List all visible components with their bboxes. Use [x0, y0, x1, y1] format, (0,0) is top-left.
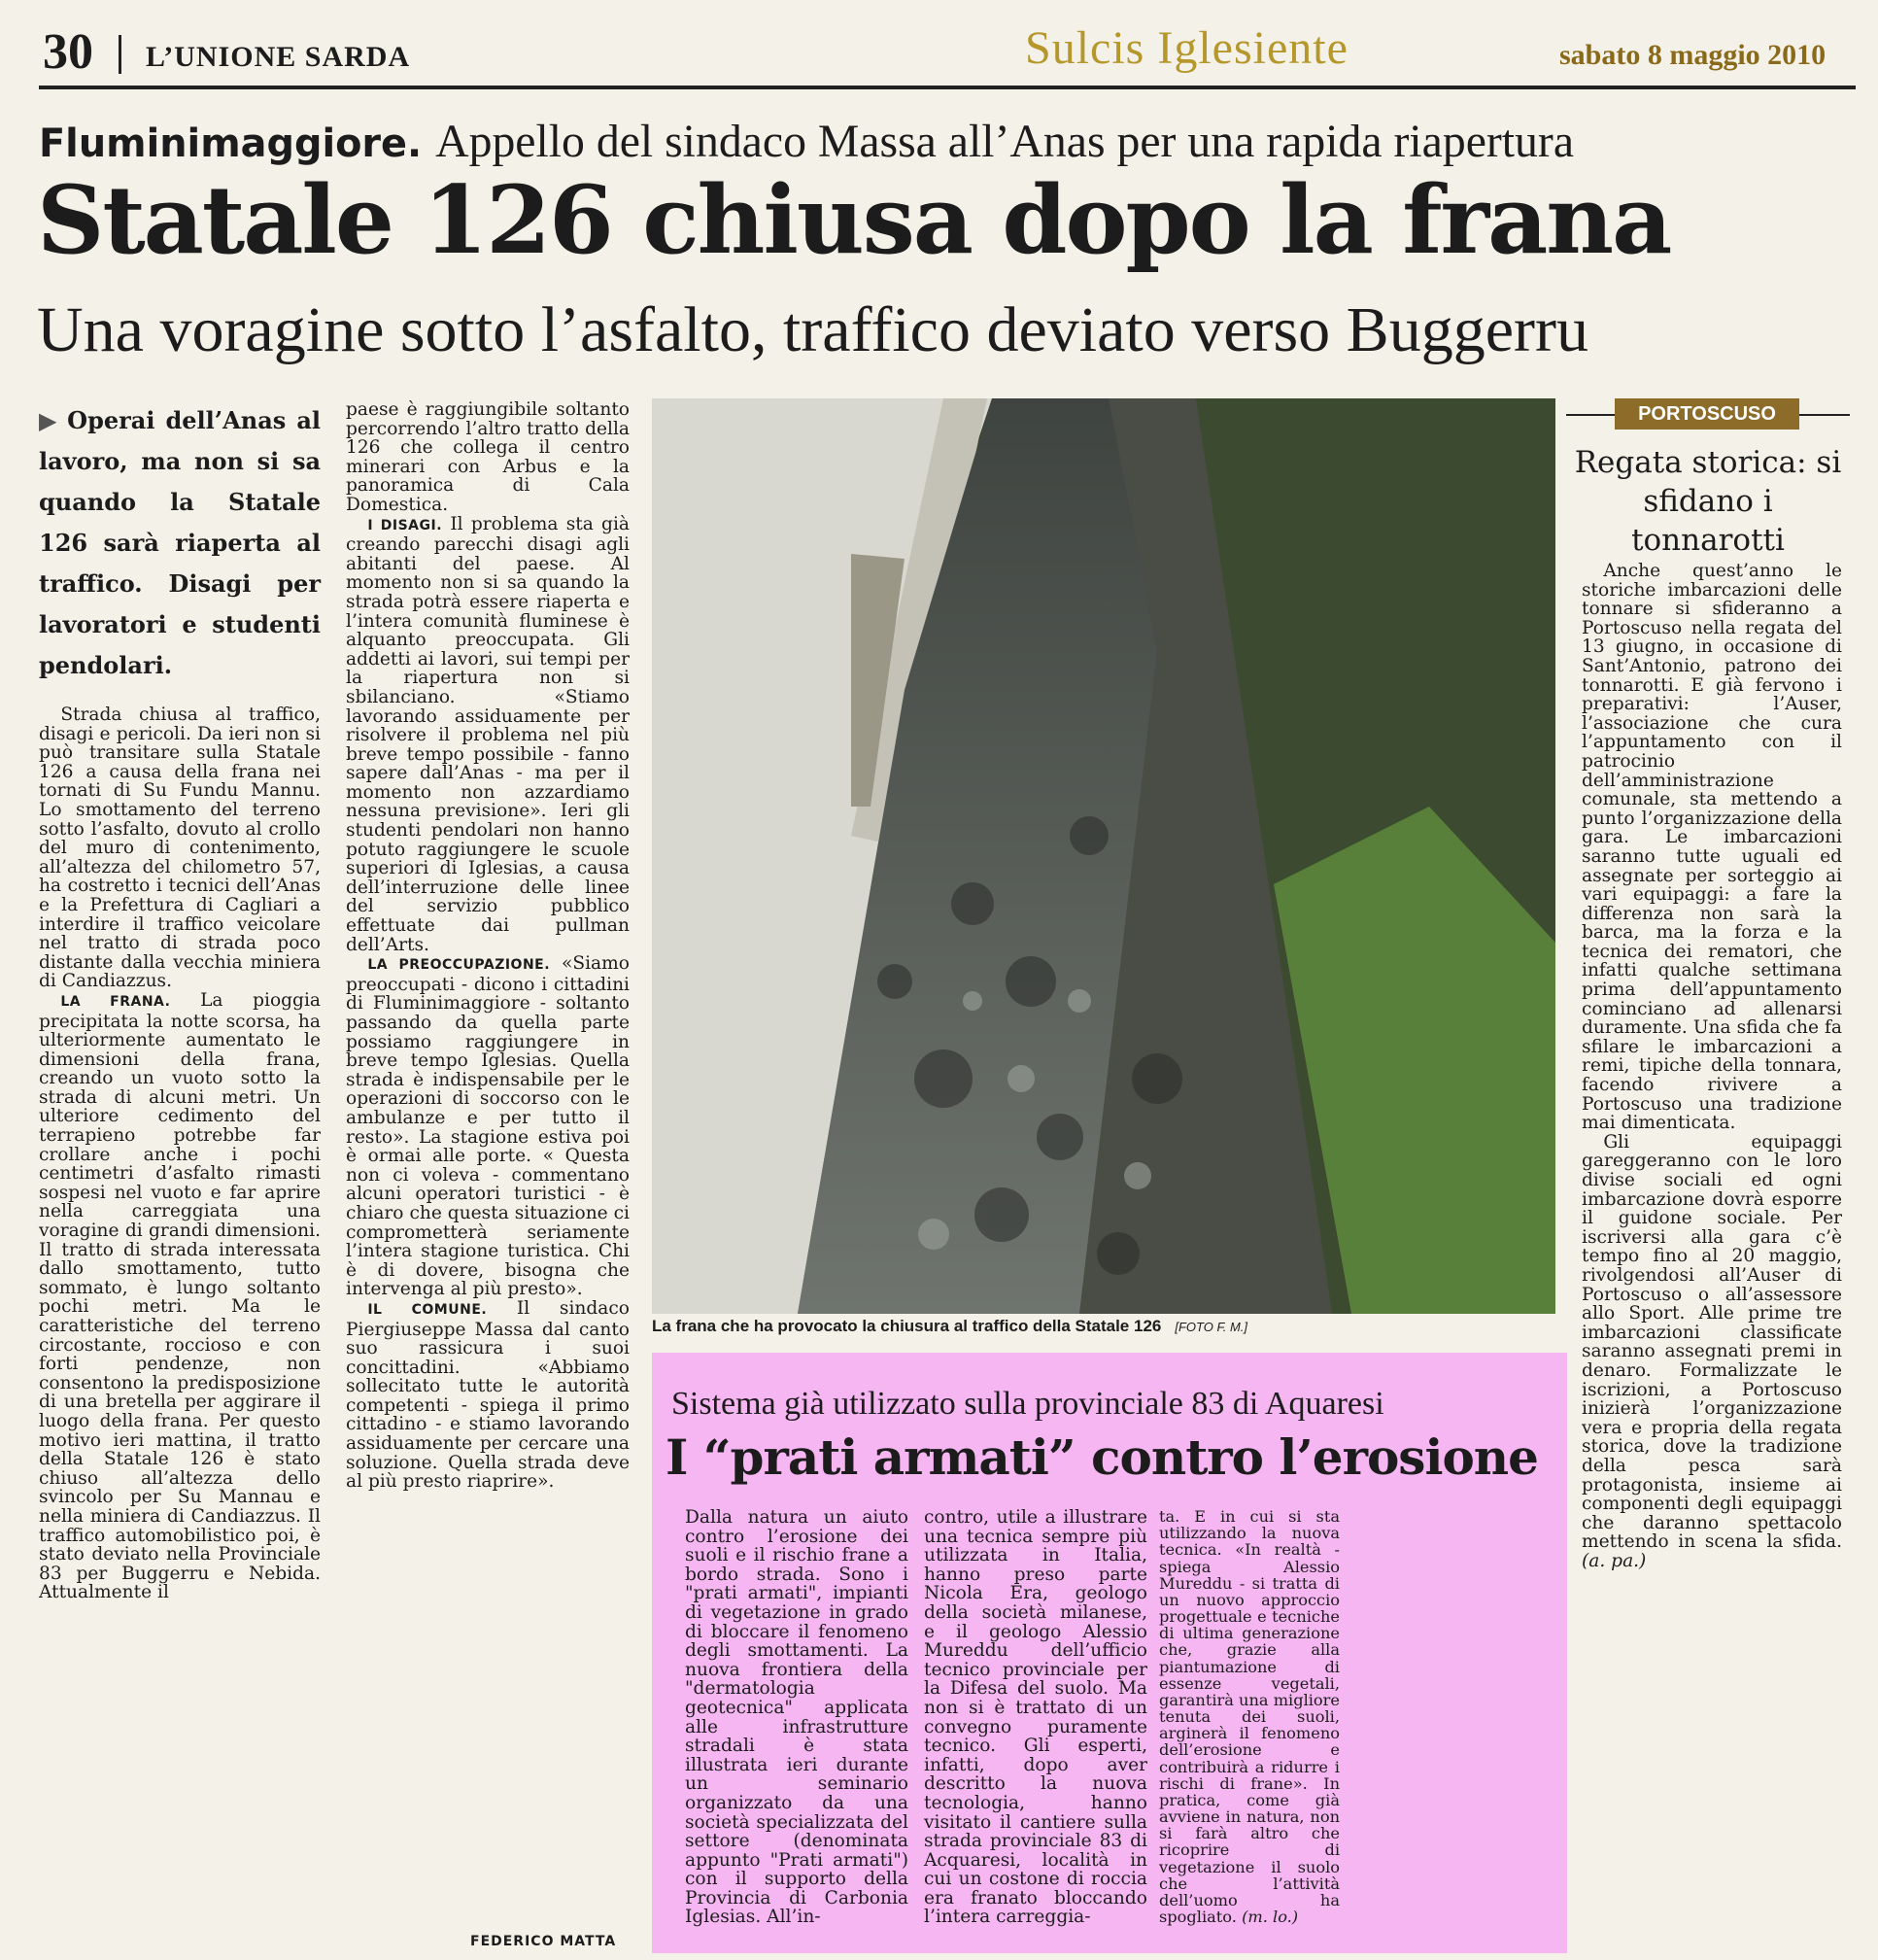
header-separator [119, 35, 121, 74]
article-column-2 [346, 400, 630, 1492]
sidebar-tag: PORTOSCUSO [1615, 398, 1799, 430]
lead-text: Operai dell’Anas al lavoro, ma non si sa quando la Statale 126 sarà riaperta al traffico. Disagi per lavoratori e studenti pendolari. [39, 406, 321, 679]
box-title: I “prati armati” contro l’erosione [666, 1428, 1538, 1486]
paragraph: Strada chiusa al traffico, disagi e pericoli. Da ieri non si può transitare sulla Statale 126 a causa della frana nei tornati di Su Fundu Mannu. Lo smottamento del terreno sotto l’asfalto, dovuto al crollo del muro di contenimento, all’altezza del chilometro 57, ha costretto i tecnici dell’Anas e la Prefettura di Cagliari a interdire il traffico veicolare nel tratto di strada poco distante dalla vecchia miniera di Candiazzus. [39, 705, 321, 992]
box-column-3 [1159, 1508, 1340, 1925]
caption-text: La frana che ha provocato la chiusura al traffico della Statale 126 [652, 1317, 1162, 1335]
tag-rule-right [1799, 414, 1850, 416]
bullet-icon: ▶ [39, 406, 60, 434]
sidebar-title: Regata storica: si sfidano i tonnarotti [1574, 445, 1842, 558]
box-signature: (m. lo.) [1242, 1908, 1299, 1927]
page-header [39, 17, 1856, 89]
newspaper-name: L’UNIONE SARDA [146, 41, 411, 73]
article-kicker [39, 115, 1846, 168]
subhead-comune: IL COMUNE. [367, 1301, 488, 1318]
box-kicker: Sistema già utilizzato sulla provinciale 83 di Aquaresi [671, 1386, 1384, 1422]
paragraph-text: ta. E in cui si sta utilizzando la nuova tecnica. «In realtà - spiega Alessio Mureddu - si tratta di un nuovo approccio progettuale e tecniche di ultima generazione che, grazie alla piantumazione di essenze vegetali, garantirà una migliore tenuta dei suoli, arginerà il fenomeno dell’erosione e contribuirà a ridurre i rischi di frane». In pratica, come già avviene in natura, non si farà altro che ricoprire di vegetazione il suolo che l’attività dell’uomo ha spogliato. [1159, 1507, 1340, 1927]
photo-credit: [FOTO F. M.] [1175, 1320, 1247, 1334]
kicker-place: Fluminimaggiore. [39, 121, 423, 166]
sidebar-body [1582, 562, 1842, 1570]
paragraph-text: La pioggia precipitata la notte scorsa, ha ulteriormente aumentato le dimensioni della frana, creando un vuoto sotto la strada di alcuni metri. Un ulteriore cedimento del terrapieno potrebbe far crollare anche i pochi centimetri d’asfalto rimasti sospesi nel vuoto e far aprire nella carreggiata una voragine di grandi dimensioni. Il tratto di strada interessata dallo smottamento, tutto sommato, è lungo soltanto pochi metri. Ma le caratteristiche del terreno circostante, roccioso e con forti pendenze, non consentono la predisposizione di una bretella per aggirare il luogo della frana. Per questo motivo ieri mattina, il tratto della Statale 126 è stato chiuso all’altezza dello svincolo per Su Mannau e nella miniera di Candiazzus. Il traffico automobilistico poi, è stato deviato nella Provinciale 83 per Buggerru e Nebida. Attualmente il [39, 989, 321, 1603]
subhead-disagi: I DISAGI. [367, 517, 443, 533]
paragraph [1582, 1133, 1842, 1571]
paragraph: Anche quest’anno le storiche imbarcazioni delle tonnare si sfideranno a Portoscuso nella regata del 13 giugno, in occasione di Sant’Antonio, patrono dei tonnarotti. E già fervono i preparativi: l’Auser, l’associazione che cura l’appuntamento con il patrocinio dell’amministrazione comunale, sta mettendo a punto l’organizzazione della gara. Le imbarcazioni saranno tutte uguali ed assegnate per sorteggio ai vari equipaggi: a fare la differenza non sarà la barca, ma la forza e la tecnica dei rematori, che infatti qualche settimana prima dell’appuntamento cominciano ad allenarsi duramente. Una sfida che fa sfilare le imbarcazioni a remi, tipiche della tonnara, facendo rivivere a Portoscuso una tradizione mai dimenticata. [1582, 561, 1842, 1134]
issue-date: sabato 8 maggio 2010 [1559, 39, 1827, 71]
paragraph: paese è raggiungibile soltanto percorrendo l’altro tratto della 126 che collega il centro minerari con Arbus e la panoramica di Cala Domestica. [346, 399, 630, 515]
article-column-1 [39, 400, 321, 1602]
landslide-photo [652, 398, 1555, 1314]
paragraph-text: Il sindaco Piergiuseppe Massa dal canto suo rassicura i suoi concittadini. «Abbiamo sollecitato tutte le autorità competenti - spiega il primo cittadino - e stiamo lavorando assiduamente per cercare una soluzione. Quella strada deve al più presto riaprire». [346, 1297, 630, 1493]
article-lead [39, 400, 321, 686]
landslide-illustration [652, 398, 1555, 1314]
paragraph: contro, utile a illustrare una tecnica sempre più utilizzata in Italia, hanno preso parte Nicola Era, geologo della società milanese, e il geologo Alessio Mureddu dell’ufficio tecnico provinciale per la Difesa del suolo. Ma non si è trattato di un convegno puramente tecnico. Gli esperti, infatti, dopo aver descritto la nuova tecnologia, hanno visitato il cantiere sulla strada provinciale 83 di Acquaresi, località in cui un costone di roccia era franato bloccando l’intera carreggia- [924, 1507, 1147, 1928]
paragraph [346, 515, 630, 955]
section-name: Sulcis Iglesiente [1025, 22, 1349, 74]
paragraph [39, 991, 321, 1602]
paragraph: Dalla natura un aiuto contro l’erosione dei suoli e il rischio frane a bordo strada. Sono i "prati armati", impianti di vegetazione in grado di bloccare il fenomeno degli smottamenti. La nuova frontiera della "dermatologia geotecnica" applicata alle infrastrutture stradali è stata illustrata ieri durante un seminario organizzato da una società specializzata del settore (denominata appunto "Prati armati") con il supporto della Provincia di Carbonia Iglesias. All’in- [685, 1507, 908, 1928]
photo-caption [652, 1317, 1555, 1336]
page-number: 30 [43, 24, 93, 80]
paragraph [1159, 1508, 1340, 1925]
paragraph-text: «Siamo preoccupati - dicono i cittadini di Fluminimaggiore - soltanto passando da quella parte possiamo raggiungere in breve tempo Iglesias. Quella strada è indispensabile per le operazioni di soccorso con le ambulanze e per tutto il resto». La stagione estiva poi è ormai alle porte. « Questa non ci voleva - commentano alcuni operatori turistici - è chiaro che questa situazione ci comprometterà seriamente l’intera stagione turistica. Chi è di dovere, bisogna che intervenga al più presto». [346, 953, 630, 1300]
tag-rule-left [1566, 414, 1615, 416]
article-headline: Statale 126 chiusa dopo la frana [37, 165, 1671, 275]
subhead-preoccupazione: LA PREOCCUPAZIONE. [367, 957, 551, 974]
article-byline: FEDERICO MATTA [470, 1934, 617, 1949]
article-subhead: Una voragine sotto l’asfalto, traffico deviato verso Buggerru [37, 294, 1588, 365]
box-column-2 [924, 1508, 1147, 1927]
paragraph-text: Gli equipaggi gareggeranno con le loro divise sociali ed ogni imbarcazione dovrà esporre il guidone sociale. Per iscriversi alla gara c’è tempo fino al 20 maggio, rivolgendosi all’Auser di Portoscuso o all’assessore allo Sport. Alle prime tre imbarcazioni classificate saranno assegnati premi in denaro. Formalizzate le iscrizioni, a Portoscuso inizierà l’organizzazione vera e propria della regata storica, dove la tradizione della pesca sarà protagonista, insieme ai componenti degli equipaggi che daranno spettacolo mettendo in scena la sfida. [1582, 1131, 1842, 1553]
boxed-article [652, 1353, 1567, 1953]
box-column-1 [685, 1508, 908, 1927]
sidebar-signature: (a. pa.) [1582, 1550, 1647, 1571]
subhead-frana: LA FRANA. [60, 993, 171, 1010]
paragraph [346, 1299, 630, 1492]
paragraph [346, 954, 630, 1299]
kicker-text: Appello del sindaco Massa all’Anas per una rapida riapertura [435, 116, 1575, 167]
paragraph-text: Il problema sta già creando parecchi disagi agli abitanti del paese. Al momento non si sa quando la strada potrà essere riaperta e l’intera comunità fluminese è alquanto preoccupata. Gli addetti ai lavori, sui tempi per la riapertura non si sbilanciano. «Stiamo lavorando assiduamente per risolvere il problema nel più breve tempo possibile - fanno sapere dall’Anas - ma per il momento non azzardiamo nessuna previsione». Ieri gli studenti pendolari non hanno potuto raggiungere le scuole superiori di Iglesias, a causa dell’interruzione delle linee del servizio pubblico effettuate dai pullman dell’Arts. [346, 513, 630, 955]
